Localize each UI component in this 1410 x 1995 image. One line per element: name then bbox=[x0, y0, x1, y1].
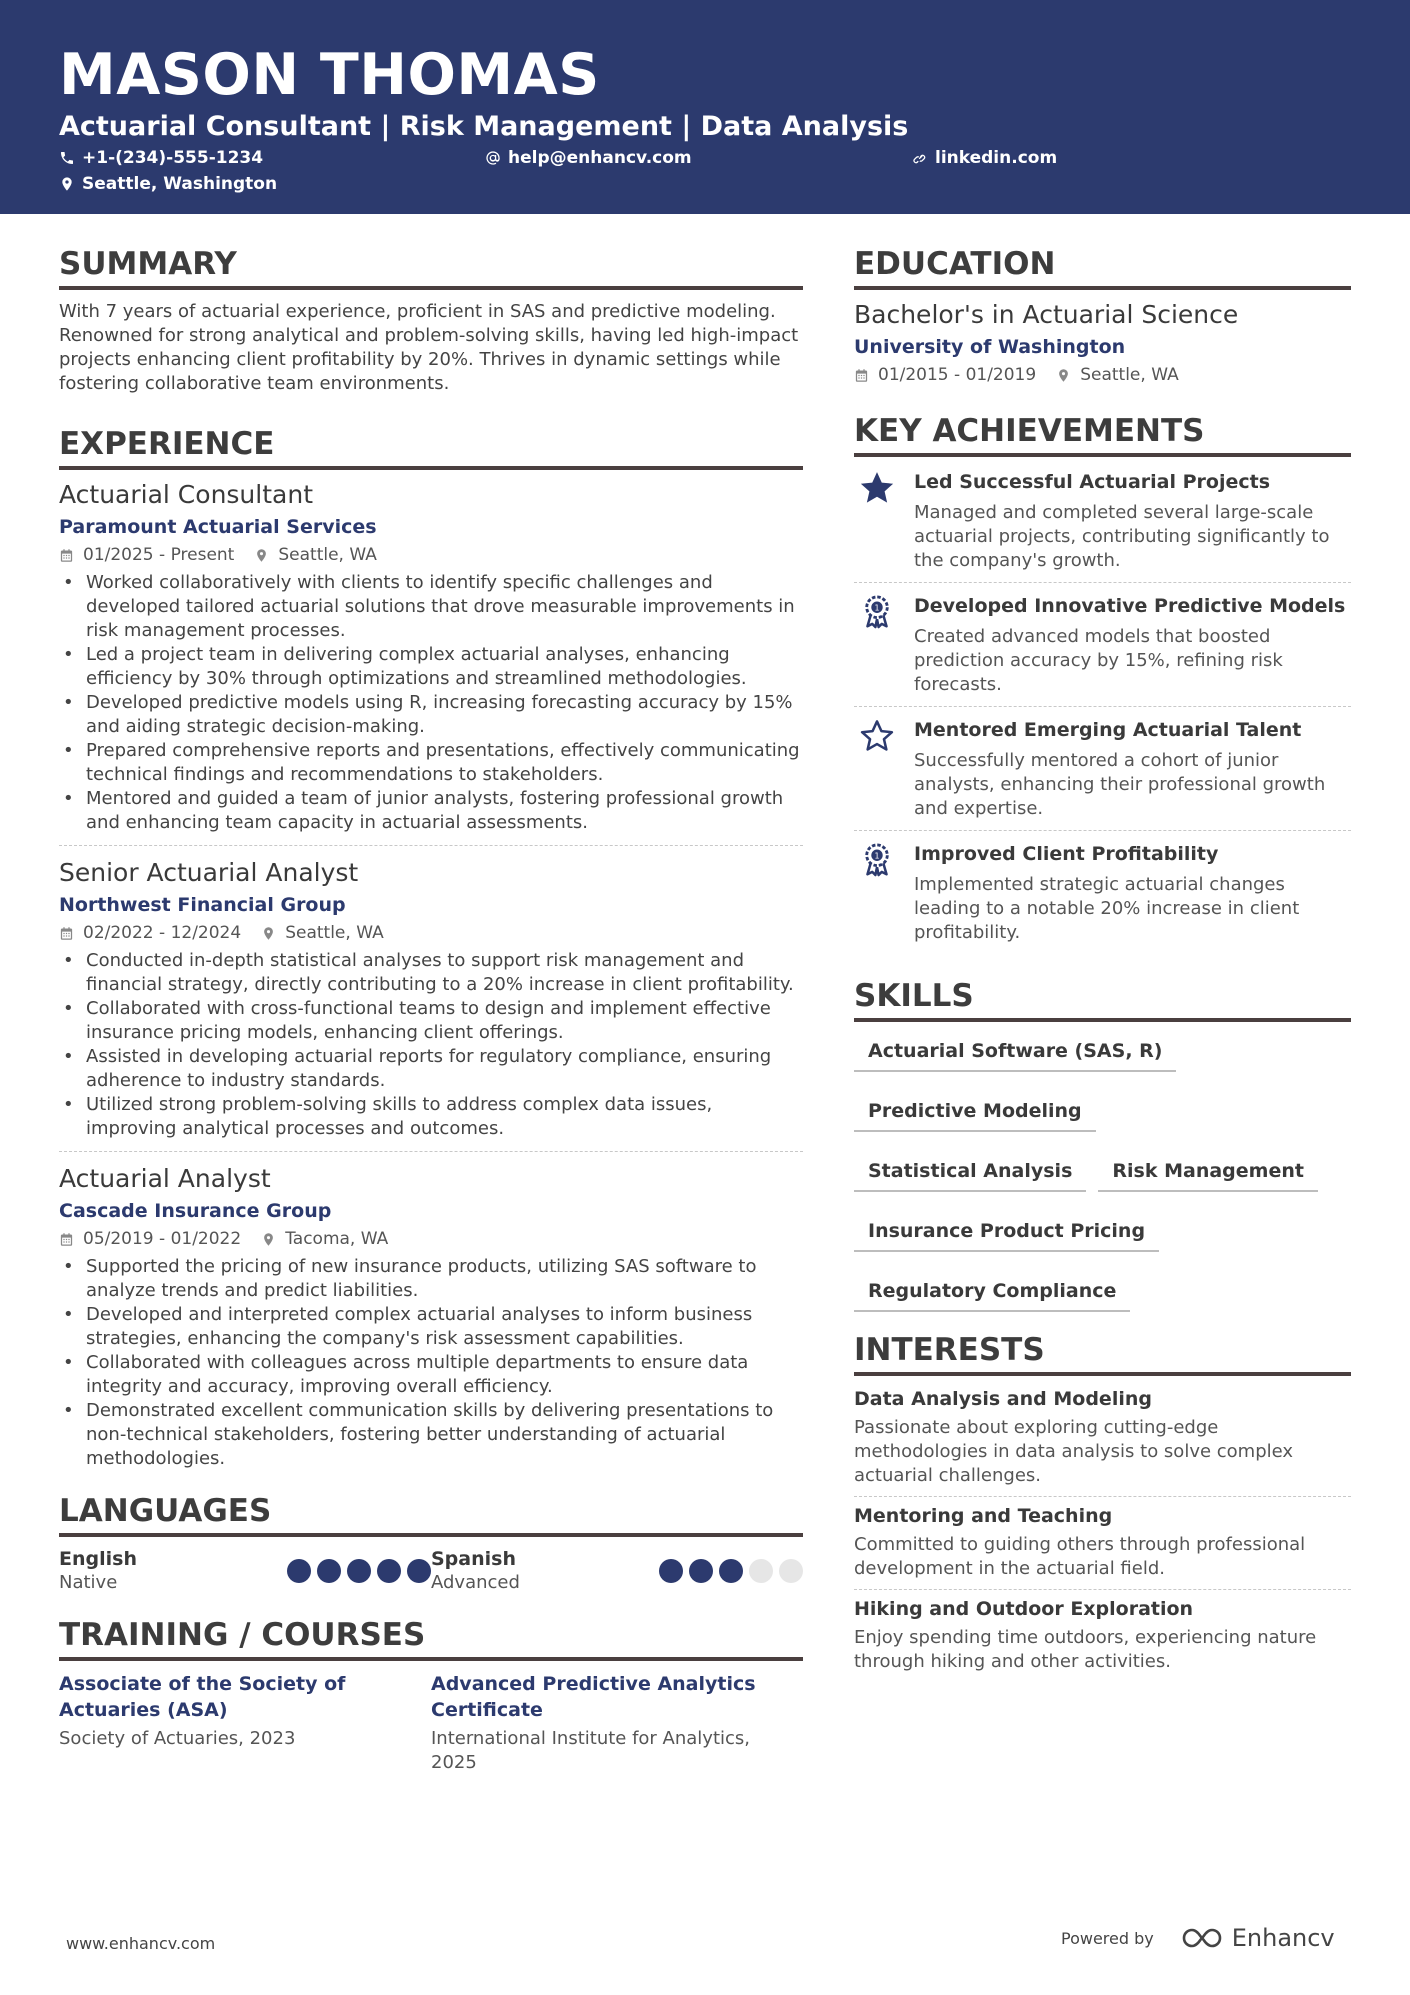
candidate-title: Actuarial Consultant | Risk Management | Data Analysis bbox=[59, 111, 909, 142]
location-pin-icon bbox=[59, 176, 75, 192]
at-icon bbox=[485, 150, 501, 166]
course-item bbox=[59, 1671, 431, 1775]
course-title: Associate of the Society of Actuaries (ASA) bbox=[59, 1673, 346, 1721]
interest-item bbox=[854, 1590, 1351, 1682]
interest-item bbox=[854, 1497, 1351, 1590]
link-icon bbox=[912, 150, 928, 166]
rating-dot bbox=[659, 1559, 683, 1583]
achievement-icon bbox=[854, 841, 914, 945]
job-title: Senior Actuarial Analyst bbox=[59, 858, 359, 887]
section-heading: LANGUAGES bbox=[59, 1491, 803, 1537]
language-item bbox=[59, 1547, 431, 1597]
achievement-desc: Implemented strategic actuarial changes leading to a notable 20% increase in client profitability. bbox=[914, 874, 1300, 943]
phone-text: +1-(234)-555-1234 bbox=[82, 148, 264, 168]
school-name: University of Washington bbox=[854, 336, 1126, 358]
job-location: Seattle, WA bbox=[285, 923, 384, 943]
job-meta bbox=[59, 543, 803, 567]
skills-section bbox=[854, 976, 1351, 1334]
company-name: Northwest Financial Group bbox=[59, 894, 346, 916]
achievement-item bbox=[854, 707, 1351, 831]
location-pin-icon bbox=[261, 1232, 276, 1247]
job-location: Tacoma, WA bbox=[285, 1229, 389, 1249]
candidate-name: MASON THOMAS bbox=[59, 42, 600, 108]
achievements-section bbox=[854, 411, 1351, 954]
education-meta bbox=[854, 363, 1351, 387]
rating-dot bbox=[689, 1559, 713, 1583]
section-heading: INTERESTS bbox=[854, 1330, 1351, 1376]
bullet-item: • Demonstrated excellent communication skills by delivering presentations to non-technical stakeholders, fostering better understanding of actuarial methodologies. bbox=[59, 1399, 803, 1471]
course-institution: International Institute for Analytics, 2025 bbox=[431, 1728, 751, 1773]
achievement-item bbox=[854, 459, 1351, 583]
skill-tag: Predictive Modeling bbox=[854, 1094, 1096, 1132]
bullet-item: • Developed and interpreted complex actuarial analyses to inform business strategies, enhancing the company's risk assessment capabilities. bbox=[59, 1303, 803, 1351]
rating-dot bbox=[347, 1559, 371, 1583]
rating-dot bbox=[779, 1559, 803, 1583]
language-rating bbox=[281, 1559, 431, 1583]
footer-website[interactable]: www.enhancv.com bbox=[66, 1934, 216, 1953]
brand-name: Enhancv bbox=[1231, 1924, 1335, 1952]
job-dates: 01/2025 - Present bbox=[83, 545, 235, 565]
contact-location bbox=[59, 173, 277, 195]
experience-item bbox=[59, 856, 803, 1152]
bullet-item: • Mentored and guided a team of junior analysts, fostering professional growth and enhancing team capacity in actuarial assessments. bbox=[59, 787, 803, 835]
bullet-item: • Collaborated with cross-functional teams to design and implement effective insurance pricing models, enhancing client offerings. bbox=[59, 997, 803, 1045]
right-column bbox=[854, 244, 1351, 1682]
calendar-icon bbox=[59, 926, 74, 941]
company-name: Paramount Actuarial Services bbox=[59, 516, 377, 538]
location-pin-icon bbox=[1056, 368, 1071, 383]
course-item bbox=[431, 1671, 803, 1775]
section-heading: EXPERIENCE bbox=[59, 424, 803, 470]
interest-desc: Passionate about exploring cutting-edge methodologies in data analysis to solve complex actuarial challenges. bbox=[854, 1417, 1294, 1486]
calendar-icon bbox=[854, 368, 869, 383]
resume-header bbox=[0, 0, 1410, 214]
enhancv-logo[interactable] bbox=[1180, 1924, 1335, 1952]
section-heading: EDUCATION bbox=[854, 244, 1351, 290]
languages-section bbox=[59, 1491, 803, 1597]
email-text: help@enhancv.com bbox=[508, 148, 692, 168]
location-pin-icon bbox=[261, 926, 276, 941]
experience-list bbox=[59, 478, 803, 1481]
languages-list bbox=[59, 1547, 803, 1597]
svg-text:1: 1 bbox=[874, 851, 880, 861]
skills-list bbox=[854, 1034, 1351, 1334]
location-text: Seattle, Washington bbox=[82, 174, 278, 194]
rating-dot bbox=[317, 1559, 341, 1583]
job-dates: 02/2022 - 12/2024 bbox=[83, 923, 242, 943]
job-title: Actuarial Consultant bbox=[59, 480, 313, 509]
education-location: Seattle, WA bbox=[1080, 365, 1179, 385]
interests-section bbox=[854, 1330, 1351, 1682]
bullet-item: • Worked collaboratively with clients to identify specific challenges and developed tailored actuarial solutions that drove measurable improvements in risk management processes. bbox=[59, 571, 803, 643]
bullet-item: • Utilized strong problem-solving skills to address complex data issues, improving analytical processes and outcomes. bbox=[59, 1093, 803, 1141]
achievement-desc: Successfully mentored a cohort of junior analysts, enhancing their professional growth and expertise. bbox=[914, 750, 1326, 819]
experience-item bbox=[59, 478, 803, 846]
skill-tag: Regulatory Compliance bbox=[854, 1274, 1130, 1312]
summary-section bbox=[59, 244, 803, 396]
bullet-item: • Developed predictive models using R, increasing forecasting accuracy by 15% and aiding strategic decision-making. bbox=[59, 691, 803, 739]
education-section bbox=[854, 244, 1351, 387]
rating-dot bbox=[749, 1559, 773, 1583]
experience-section bbox=[59, 424, 803, 1481]
bullet-item: • Prepared comprehensive reports and presentations, effectively communicating technical findings and recommendations to stakeholders. bbox=[59, 739, 803, 787]
rating-dot bbox=[719, 1559, 743, 1583]
section-heading: SUMMARY bbox=[59, 244, 803, 290]
job-location: Seattle, WA bbox=[278, 545, 377, 565]
bullet-item: • Assisted in developing actuarial reports for regulatory compliance, ensuring adherence to industry standards. bbox=[59, 1045, 803, 1093]
rating-dot bbox=[377, 1559, 401, 1583]
language-level: Advanced bbox=[431, 1572, 520, 1593]
linkedin-text: linkedin.com bbox=[935, 148, 1058, 168]
summary-text: With 7 years of actuarial experience, proficient in SAS and predictive modeling. Renowned for strong analytical and problem-solving skills, having led high-impact projects enhancing client profitability by 20%. Thrives in dynamic settings while fostering collaborative team environments. bbox=[59, 301, 799, 394]
powered-by-label: Powered by bbox=[1061, 1928, 1154, 1948]
award-ribbon-icon bbox=[858, 593, 896, 631]
bullet-item: • Led a project team in delivering complex actuarial analyses, enhancing efficiency by 30% through optimizations and streamlined methodologies. bbox=[59, 643, 803, 691]
contact-email[interactable] bbox=[485, 147, 692, 169]
location-pin-icon bbox=[254, 548, 269, 563]
language-item bbox=[431, 1547, 803, 1597]
section-heading: TRAINING / COURSES bbox=[59, 1615, 803, 1661]
achievement-desc: Created advanced models that boosted prediction accuracy by 15%, refining risk forecasts. bbox=[914, 626, 1283, 695]
degree-title: Bachelor's in Actuarial Science bbox=[854, 300, 1239, 329]
job-bullets bbox=[59, 949, 803, 1141]
language-name: Spanish bbox=[431, 1548, 516, 1570]
interest-title: Data Analysis and Modeling bbox=[854, 1388, 1152, 1410]
language-rating bbox=[653, 1559, 803, 1583]
education-dates: 01/2015 - 01/2019 bbox=[878, 365, 1037, 385]
left-column bbox=[59, 244, 803, 1775]
achievement-title: Mentored Emerging Actuarial Talent bbox=[914, 719, 1302, 741]
star-outline-icon bbox=[858, 717, 896, 755]
training-section bbox=[59, 1615, 803, 1775]
course-institution: Society of Actuaries, 2023 bbox=[59, 1728, 296, 1749]
skill-tag: Statistical Analysis bbox=[854, 1154, 1086, 1192]
interest-desc: Enjoy spending time outdoors, experiencing nature through hiking and other activities. bbox=[854, 1627, 1317, 1672]
company-name: Cascade Insurance Group bbox=[59, 1200, 332, 1222]
bullet-item: • Supported the pricing of new insurance products, utilizing SAS software to analyze trends and predict liabilities. bbox=[59, 1255, 803, 1303]
interest-desc: Committed to guiding others through professional development in the actuarial field. bbox=[854, 1534, 1306, 1579]
star-filled-icon bbox=[858, 469, 896, 507]
achievement-icon bbox=[854, 593, 914, 697]
experience-item bbox=[59, 1162, 803, 1481]
contact-phone[interactable] bbox=[59, 147, 263, 169]
achievement-title: Improved Client Profitability bbox=[914, 843, 1219, 865]
award-ribbon-icon bbox=[858, 841, 896, 879]
language-level: Native bbox=[59, 1572, 118, 1593]
achievement-desc: Managed and completed several large-scale actuarial projects, contributing significantly to the company's growth. bbox=[914, 502, 1330, 571]
achievement-item bbox=[854, 831, 1351, 954]
calendar-icon bbox=[59, 548, 74, 563]
job-meta bbox=[59, 921, 803, 945]
course-title: Advanced Predictive Analytics Certificate bbox=[431, 1673, 756, 1721]
achievements-list bbox=[854, 459, 1351, 954]
job-dates: 05/2019 - 01/2022 bbox=[83, 1229, 242, 1249]
interests-list bbox=[854, 1380, 1351, 1682]
section-heading: SKILLS bbox=[854, 976, 1351, 1022]
achievement-item bbox=[854, 583, 1351, 707]
courses-list bbox=[59, 1671, 803, 1775]
achievement-title: Developed Innovative Predictive Models bbox=[914, 595, 1346, 617]
language-name: English bbox=[59, 1548, 137, 1570]
skill-tag: Risk Management bbox=[1098, 1154, 1318, 1192]
achievement-icon bbox=[854, 717, 914, 821]
contact-linkedin[interactable] bbox=[912, 147, 1057, 169]
phone-icon bbox=[59, 150, 75, 166]
footer-branding bbox=[1061, 1924, 1335, 1952]
bullet-item: • Collaborated with colleagues across multiple departments to ensure data integrity and accuracy, improving overall efficiency. bbox=[59, 1351, 803, 1399]
achievement-icon bbox=[854, 469, 914, 573]
skill-tag: Insurance Product Pricing bbox=[854, 1214, 1159, 1252]
job-meta bbox=[59, 1227, 803, 1251]
job-bullets bbox=[59, 1255, 803, 1471]
achievement-title: Led Successful Actuarial Projects bbox=[914, 471, 1270, 493]
interest-item bbox=[854, 1380, 1351, 1497]
section-heading: KEY ACHIEVEMENTS bbox=[854, 411, 1351, 457]
calendar-icon bbox=[59, 1232, 74, 1247]
rating-dot bbox=[287, 1559, 311, 1583]
job-title: Actuarial Analyst bbox=[59, 1164, 271, 1193]
svg-text:1: 1 bbox=[874, 603, 880, 613]
job-bullets bbox=[59, 571, 803, 835]
skill-tag: Actuarial Software (SAS, R) bbox=[854, 1034, 1176, 1072]
interest-title: Mentoring and Teaching bbox=[854, 1505, 1113, 1527]
interest-title: Hiking and Outdoor Exploration bbox=[854, 1598, 1194, 1620]
enhancv-logo-icon bbox=[1180, 1925, 1224, 1951]
rating-dot bbox=[407, 1559, 431, 1583]
bullet-item: • Conducted in-depth statistical analyses to support risk management and financial strategy, directly contributing to a 20% increase in client profitability. bbox=[59, 949, 803, 997]
